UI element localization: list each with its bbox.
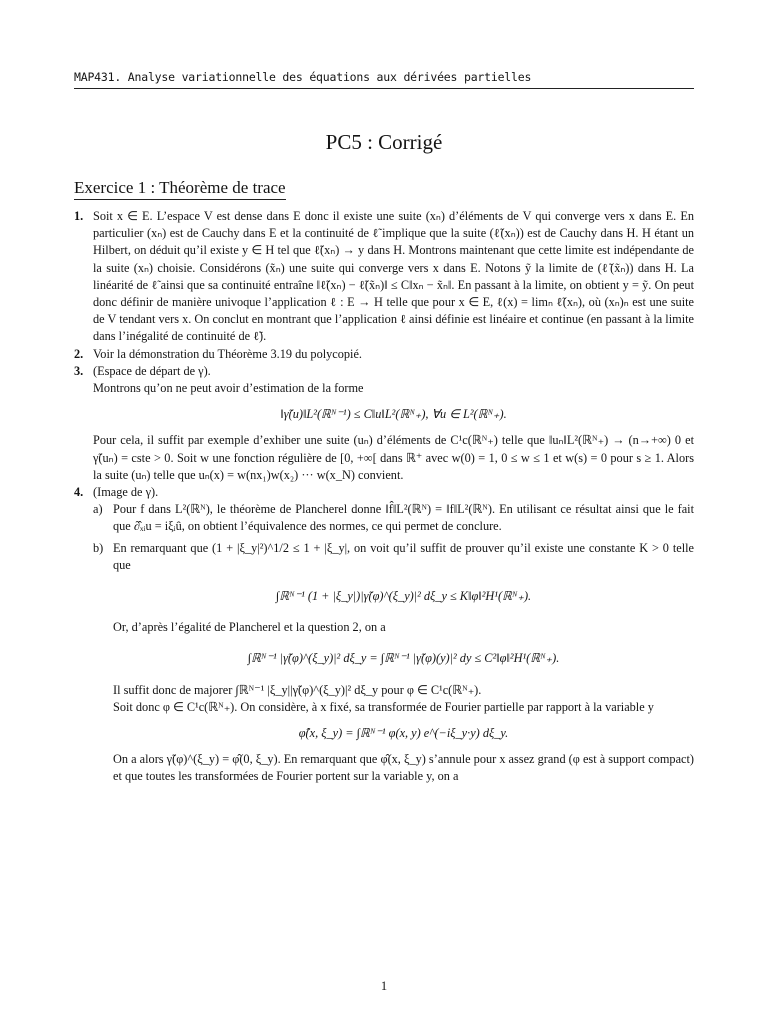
display-equation: ‖γ̃(u)‖L²(ℝᴺ⁻¹) ≤ C‖u‖L²(ℝᴺ₊), ∀u ∈ L²(ℝᴺ₊).	[280, 407, 507, 422]
subitem-label: a)	[93, 502, 103, 517]
page-number: 1	[380, 979, 388, 993]
item-text: Voir la démonstration du Théorème 3.19 du polycopié.	[93, 346, 362, 361]
subitem-text: Pour f dans L²(ℝᴺ), le théorème de Plancherel donne ‖f̂‖L²(ℝᴺ) = ‖f‖L²(ℝᴺ). En utilisant ce résultat ainsi que le fait que ∂̂ₓᵢu = iξᵢû, on obtient l’équivalence des normes, ce qui permet de conclure.	[113, 502, 694, 534]
item-1	[74, 208, 694, 346]
subitem-label: b)	[93, 540, 104, 555]
item-2	[74, 346, 694, 363]
item-text: (Image de γ).	[93, 485, 159, 500]
document-title: PC5 : Corrigé	[325, 130, 443, 154]
document-body	[74, 208, 694, 786]
display-equation: ∫ℝᴺ⁻¹ |γ̃(φ)^(ξ_y)|² dξ_y = ∫ℝᴺ⁻¹ |γ̃(φ)(y)|² dy ≤ C²‖φ‖²H¹(ℝᴺ₊).	[247, 651, 560, 666]
subitem-a	[93, 501, 694, 535]
subitem-text-line: Soit donc φ ∈ C¹c(ℝᴺ₊). On considère, à x fixé, sa transformée de Fourier partielle par rapport à la variable y	[113, 699, 654, 714]
exercise-title: Exercice 1 : Théorème de trace	[74, 178, 286, 200]
display-equation: φ̂(x, ξ_y) = ∫ℝᴺ⁻¹ φ(x, y) e^(−iξ_y·y) dξ_y.	[298, 726, 509, 741]
subitem-text-line: On a alors γ̃(φ)^(ξ_y) = φ̂(0, ξ_y). En remarquant que φ̂(x, ξ_y) s’annule pour x assez grand (φ est à support compact) et que toutes les transformées de Fourier portent sur la variable y, on a	[113, 752, 694, 784]
item-3	[74, 363, 694, 484]
running-header: MAP431. Analyse variationnelle des équations aux dérivées partielles	[74, 70, 532, 84]
item-number: 4.	[74, 485, 84, 500]
item-number: 1.	[74, 209, 84, 223]
subitem-text-line: Or, d’après l’égalité de Plancherel et la question 2, on a	[113, 620, 386, 635]
subitem-text-line: Il suffit donc de majorer ∫ℝᴺ⁻¹ |ξ_y||γ̃(φ)^(ξ_y)|² dξ_y pour φ ∈ C¹c(ℝᴺ₊).	[113, 682, 482, 697]
item-text-line: Montrons qu’on ne peut avoir d’estimation de la forme	[93, 381, 364, 396]
item-text: Soit x ∈ E. L’espace V est dense dans E donc il existe une suite (xₙ) d’éléments de V qui converge vers x dans E. En particulier (xₙ) est de Cauchy dans E et la continuité de ℓ̃ implique que la suite (ℓ̃(xₙ)) est de Cauchy dans H. H étant un Hilbert, on déduit qu’il existe y ∈ H tel que ℓ̃(xₙ) → y dans H. Montrons maintenant que cette limite est indépendante de la suite (xₙ) choisie. Considérons (x̃ₙ) une suite qui converge vers x dans E. Notons ỹ la limite de (ℓ̃(x̃ₙ)) dans H. La linéarité de ℓ̃ ainsi que sa continuité entraîne ‖ℓ̃(xₙ) − ℓ̃(x̃ₙ)‖ ≤ C‖xₙ − x̃ₙ‖. En passant à la limite, on obtient y = ỹ. On peut donc définir de manière univoque l’application ℓ : E → H telle que pour x ∈ E, ℓ(x) = limₙ ℓ̃(xₙ), où (xₙ)ₙ est une suite de V tendant vers x. On conclut en montrant que l’application ℓ ainsi définie est linéaire et continue (en passant à la limite dans l’inégalité de continuité de ℓ̃).	[93, 209, 694, 344]
header-rule	[74, 88, 694, 89]
item-number: 3.	[74, 363, 84, 378]
item-paragraph: Pour cela, il suffit par exemple d’exhiber une suite (uₙ) d’éléments de C¹c(ℝᴺ₊) telle que ‖uₙ‖L²(ℝᴺ₊) → (n→+∞) 0 et γ̃(uₙ) = cste > 0. Soit w une fonction régulière de [0, +∞[ dans ℝ⁺ avec w(0) = 1, 0 ≤ w ≤ 1 et w(s) = 0 pour s ≥ 1. Alors la suite (uₙ) telle que uₙ(x) = w(nx₁)w(x₂) ··· w(x_N) convient.	[93, 433, 694, 482]
item-number: 2.	[74, 346, 84, 361]
display-equation: ∫ℝᴺ⁻¹ (1 + |ξ_y|)|γ̃(φ)^(ξ_y)|² dξ_y ≤ K‖φ‖²H¹(ℝᴺ₊).	[275, 589, 532, 604]
item-4	[74, 484, 694, 786]
item-text: (Espace de départ de γ).	[93, 363, 211, 378]
subitem-b	[93, 540, 694, 786]
subitem-text: En remarquant que (1 + |ξ_y|²)^1/2 ≤ 1 + |ξ_y|, on voit qu’il suffit de prouver qu’il existe une constante K > 0 telle que	[113, 540, 694, 572]
